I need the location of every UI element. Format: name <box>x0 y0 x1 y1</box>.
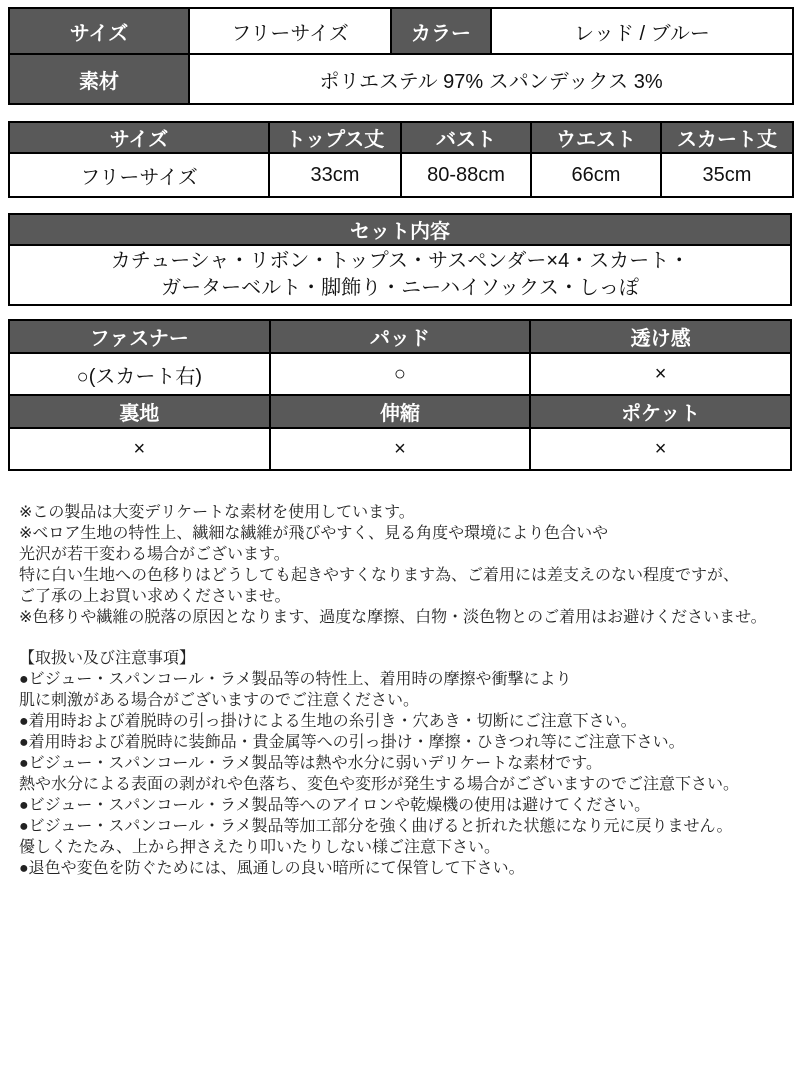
measurements-value-top-length: 33cm <box>269 153 401 197</box>
measurements-value-waist: 66cm <box>531 153 661 197</box>
pocket-value-cell: × <box>530 428 791 470</box>
set-contents-line1: カチューシャ・リボン・トップス・サスペンダー×4・スカート・ <box>110 250 690 272</box>
note-line-4: 特に白い生地への色移りはどうしても起きやすくなります為、ご着用には差支えのない程度ですが、 <box>19 567 740 584</box>
material-value-cell: ポリエステル 97% スパンデックス 3% <box>189 54 793 104</box>
care-line-5: ●ビジュー・スパンコール・ラメ製品等は熱や水分に弱いデリケートな素材です。 <box>19 755 602 772</box>
size-header-cell: サイズ <box>9 8 189 54</box>
size-value-cell: フリーサイズ <box>189 8 391 54</box>
care-instructions <box>0 648 800 879</box>
sheerness-header-cell: 透け感 <box>530 320 791 353</box>
measurements-header-bust: バスト <box>401 122 531 153</box>
care-line-1: ●ビジュー・スパンコール・ラメ製品等の特性上、着用時の摩擦や衝撃により <box>19 671 572 688</box>
care-line-3: ●着用時および着脱時の引っ掛けによる生地の糸引き・穴あき・切断にご注意下さい。 <box>19 713 637 730</box>
measurements-header-size: サイズ <box>9 122 269 153</box>
measurements-value-skirt-length: 35cm <box>661 153 793 197</box>
care-line-2: 肌に刺激がある場合がございますのでご注意ください。 <box>19 692 420 709</box>
note-line-5: ご了承の上お買い求めくださいませ。 <box>19 588 291 605</box>
care-line-7: ●ビジュー・スパンコール・ラメ製品等へのアイロンや乾燥機の使用は避けてください。 <box>19 797 651 814</box>
note-line-1: ※この製品は大変デリケートな素材を使用しています。 <box>19 504 415 521</box>
set-contents-table <box>8 213 792 306</box>
care-line-9: 優しくたたみ、上から押さえたり叩いたりしない様ご注意下さい。 <box>19 839 500 856</box>
care-line-10: ●退色や変色を防ぐためには、風通しの良い暗所にて保管して下さい。 <box>19 860 525 877</box>
pocket-header-cell: ポケット <box>530 395 791 428</box>
pad-value-cell: ○ <box>270 353 531 395</box>
care-title: 【取扱い及び注意事項】 <box>19 650 196 667</box>
care-line-8: ●ビジュー・スパンコール・ラメ製品等加工部分を強く曲げると折れた状態になり元に戻りません。 <box>19 818 733 835</box>
fabric-notes <box>0 502 800 628</box>
set-contents-header: セット内容 <box>9 214 791 245</box>
lining-header-cell: 裏地 <box>9 395 270 428</box>
set-contents-body <box>9 245 791 305</box>
basic-spec-table <box>8 7 794 105</box>
measurements-header-waist: ウエスト <box>531 122 661 153</box>
color-header-cell: カラー <box>391 8 491 54</box>
note-line-2: ※ベロア生地の特性上、繊細な繊維が飛びやすく、見る角度や環境により色合いや <box>19 525 609 542</box>
measurements-table <box>8 121 794 198</box>
material-header-cell: 素材 <box>9 54 189 104</box>
note-line-6: ※色移りや繊維の脱落の原因となります、過度な摩擦、白物・淡色物とのご着用はお避けくださいませ。 <box>19 609 767 626</box>
sheerness-value-cell: × <box>530 353 791 395</box>
measurements-header-skirt-length: スカート丈 <box>661 122 793 153</box>
color-value-cell: レッド / ブルー <box>491 8 793 54</box>
fastener-header-cell: ファスナー <box>9 320 270 353</box>
note-line-3: 光沢が若干変わる場合がございます。 <box>19 546 290 563</box>
care-line-4: ●着用時および着脱時に装飾品・貴金属等への引っ掛け・摩擦・ひきつれ等にご注意下さい。 <box>19 734 685 751</box>
stretch-value-cell: × <box>270 428 531 470</box>
measurements-value-size: フリーサイズ <box>9 153 269 197</box>
measurements-header-top-length: トップス丈 <box>269 122 401 153</box>
fastener-value-cell: ○(スカート右) <box>9 353 270 395</box>
set-contents-line2: ガーターベルト・脚飾り・ニーハイソックス・しっぽ <box>161 277 639 299</box>
features-table <box>8 319 792 471</box>
measurements-value-bust: 80-88cm <box>401 153 531 197</box>
stretch-header-cell: 伸縮 <box>270 395 531 428</box>
care-line-6: 熱や水分による表面の剥がれや色落ち、変色や変形が発生する場合がございますのでご注意下さい。 <box>19 776 740 793</box>
pad-header-cell: パッド <box>270 320 531 353</box>
lining-value-cell: × <box>9 428 270 470</box>
